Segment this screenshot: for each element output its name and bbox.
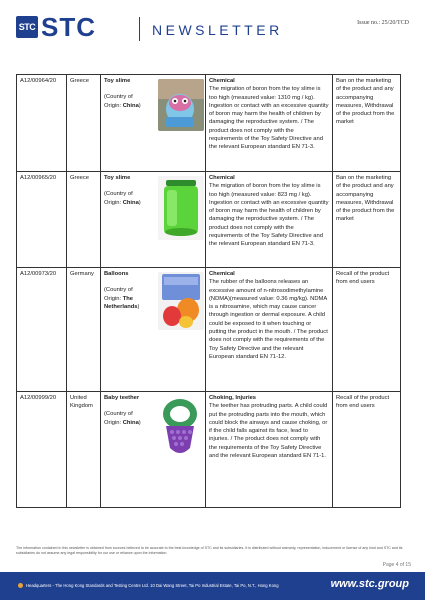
- ref-cell: A12/00999/20: [17, 392, 67, 508]
- recall-table: [16, 74, 401, 508]
- location-pin-icon: [18, 583, 23, 588]
- ref-cell: A12/00965/20: [17, 172, 67, 268]
- table-row: [17, 172, 401, 268]
- table-row: [17, 268, 401, 392]
- risk-description: The rubber of the balloons releases an excessive amount of n-nitrosodimethylamine (NDMA)(measured value: 0.36 mg/kg). NDMA is a nitrosamine, which may cause cancer through ingestion or dermal exposure. A child could be exposed to it when touching or putting the product in the mouth. / The product does not comply with the requirements of the Toy Safety Directive and the relevant European standard EN 71-12.: [209, 279, 328, 360]
- risk-type: Chemical: [209, 175, 235, 181]
- risk-cell: [206, 392, 333, 508]
- table-row: [17, 75, 401, 172]
- measures-cell: Ban on the marketing of the product and any accompanying measures, Withdrawal of the product from the market: [333, 75, 401, 172]
- toy-slime-image: [158, 79, 204, 131]
- balloons-image: [158, 272, 204, 330]
- product-cell: [101, 268, 206, 392]
- newsletter-title: NEWSLETTER: [152, 22, 283, 38]
- country-cell: Greece: [67, 75, 101, 172]
- table-row: [17, 392, 401, 508]
- product-origin: (Country of Origin: The Netherlands): [104, 287, 140, 310]
- header: [0, 0, 425, 58]
- measures-cell: Recall of the product from end users: [333, 268, 401, 392]
- measures-cell: Ban on the marketing of the product and any accompanying measures, Withdrawal of the product from the market: [333, 172, 401, 268]
- product-origin: (Country of Origin: China): [104, 191, 141, 206]
- website-link[interactable]: www.stc.group: [330, 578, 409, 590]
- product-cell: [101, 392, 206, 508]
- product-origin: (Country of Origin: China): [104, 94, 141, 109]
- issue-number: Issue no.: 25/20/TCD: [357, 20, 409, 26]
- product-name: Balloons: [104, 271, 129, 277]
- footer-address: Headquarters - The Hong Kong Standards and Testing Centre Ltd. 10 Dai Wang Street, Tai Po Industrial Estate, Tai Po, N.T., Hong Kong: [18, 583, 279, 588]
- baby-teether-image: [156, 396, 202, 460]
- product-cell: [101, 75, 206, 172]
- page-number: Page 4 of 15: [382, 562, 411, 568]
- ref-cell: A12/00973/20: [17, 268, 67, 392]
- product-name: Toy slime: [104, 175, 131, 181]
- measures-cell: Recall of the product from end users: [333, 392, 401, 508]
- risk-description: The teether has protruding parts. A child could put the protruding parts into the mouth, which could block the airways and cause choking, or if the child falls against its face, lead to injuries. / The product does not comply with the requirements of the Toy Safety Directive and the relevant European standard EN 71-1.: [209, 403, 328, 460]
- country-cell: Germany: [67, 268, 101, 392]
- risk-description: The migration of boron from the toy slime is too high (measured value: 823 mg / kg). Ingestion or contact with an excessive quantity of boron may harm the health of children by damaging the reproductive system. / The product does not comply with the requirements of the Toy Safety Directive and the relevant European standard EN 71-3.: [209, 183, 329, 248]
- risk-description: The migration of boron from the toy slime is too high (measured value: 1310 mg / kg). Ingestion or contact with an excessive quantity of boron may harm the health of children by damaging the reproductive system. / The product does not comply with the requirements of the Toy Safety Directive and the relevant European standard EN 71-3.: [209, 86, 329, 151]
- risk-type: Chemical: [209, 78, 235, 84]
- footer-bar: [0, 572, 425, 600]
- risk-cell: [206, 268, 333, 392]
- product-origin: (Country of Origin: China): [104, 411, 141, 426]
- green-slime-image: [158, 176, 204, 240]
- header-divider: [139, 17, 140, 41]
- risk-type: Choking, Injuries: [209, 395, 257, 401]
- risk-cell: [206, 75, 333, 172]
- risk-type: Chemical: [209, 271, 235, 277]
- product-cell: [101, 172, 206, 268]
- stc-logo-mark-icon: STC: [16, 16, 38, 38]
- country-cell: United Kingdom: [67, 392, 101, 508]
- risk-cell: [206, 172, 333, 268]
- stc-logo-text: STC: [41, 12, 96, 42]
- country-cell: Greece: [67, 172, 101, 268]
- stc-logo[interactable]: [16, 12, 96, 42]
- product-name: Toy slime: [104, 78, 131, 84]
- disclaimer-text: The information contained in this newsletter is obtained from sources believed to be accurate to the best knowledge of STC and its subsidiaries. It is distributed without warranty, representation, inducement or license of any kind and STC and its subsidiaries do not assume any legal responsibility for our use or reliance upon the information.: [16, 546, 403, 555]
- product-name: Baby teether: [104, 395, 140, 401]
- ref-cell: A12/00964/20: [17, 75, 67, 172]
